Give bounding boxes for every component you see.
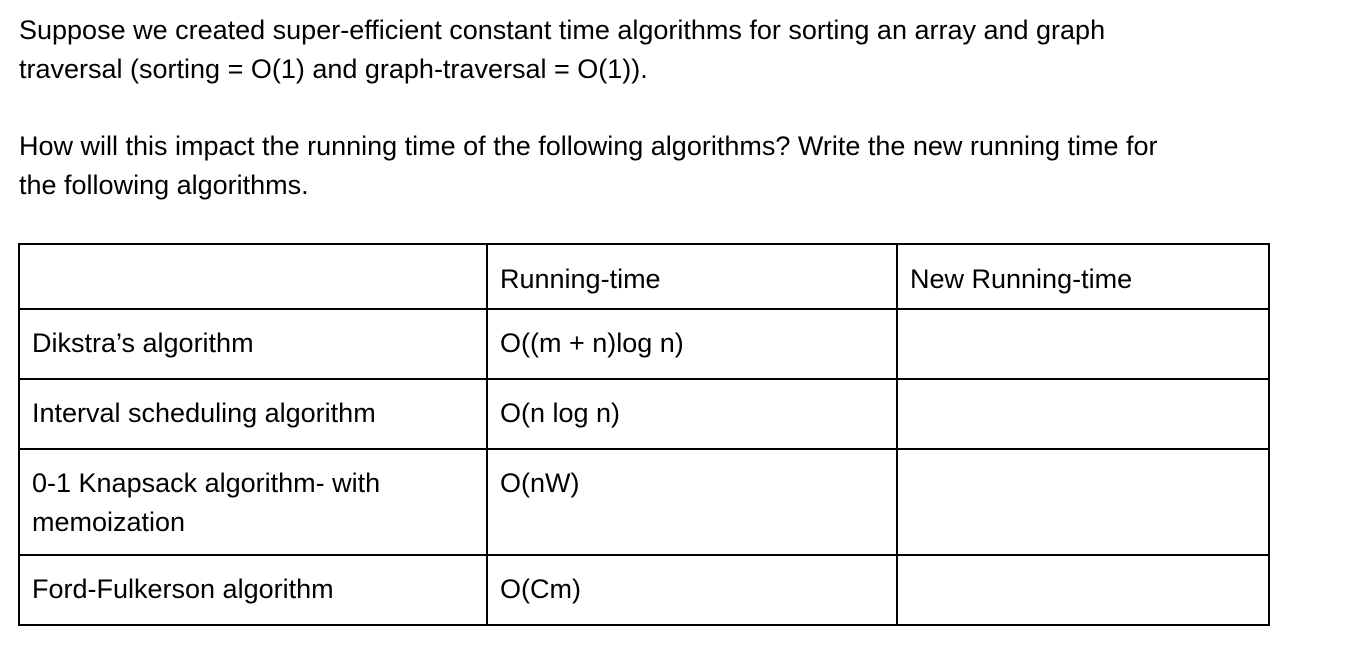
intro-paragraph bbox=[19, 11, 1105, 89]
algorithm-cell bbox=[19, 449, 487, 555]
algorithm-line-1: 0-1 Knapsack algorithm- with bbox=[32, 468, 381, 498]
table-row bbox=[19, 555, 1269, 625]
header-cell-algorithm bbox=[19, 244, 487, 309]
table-header-row bbox=[19, 244, 1269, 309]
running-time-table bbox=[18, 243, 1270, 626]
algorithm-cell: Ford-Fulkerson algorithm bbox=[19, 555, 487, 625]
header-cell-new-running-time: New Running-time bbox=[897, 244, 1269, 309]
intro-line-1: Suppose we created super-efficient constant time algorithms for sorting an array and graph bbox=[19, 15, 1106, 45]
question-line-2: the following algorithms. bbox=[19, 170, 309, 200]
algorithm-line-2: memoization bbox=[32, 507, 186, 537]
header-cell-running-time: Running-time bbox=[487, 244, 897, 309]
running-time-cell: O(n log n) bbox=[487, 379, 897, 449]
new-running-time-cell[interactable] bbox=[897, 309, 1269, 379]
algorithm-cell: Interval scheduling algorithm bbox=[19, 379, 487, 449]
running-time-cell: O(Cm) bbox=[487, 555, 897, 625]
running-time-cell: O((m + n)log n) bbox=[487, 309, 897, 379]
running-time-cell: O(nW) bbox=[487, 449, 897, 555]
question-paragraph bbox=[19, 127, 1158, 205]
new-running-time-cell[interactable] bbox=[897, 449, 1269, 555]
intro-line-2: traversal (sorting = O(1) and graph-traversal = O(1)). bbox=[19, 54, 648, 84]
new-running-time-cell[interactable] bbox=[897, 555, 1269, 625]
question-line-1: How will this impact the running time of the following algorithms? Write the new running time for bbox=[19, 131, 1158, 161]
new-running-time-cell[interactable] bbox=[897, 379, 1269, 449]
table-row bbox=[19, 309, 1269, 379]
algorithm-cell: Dikstra’s algorithm bbox=[19, 309, 487, 379]
table-row bbox=[19, 379, 1269, 449]
table-row bbox=[19, 449, 1269, 555]
